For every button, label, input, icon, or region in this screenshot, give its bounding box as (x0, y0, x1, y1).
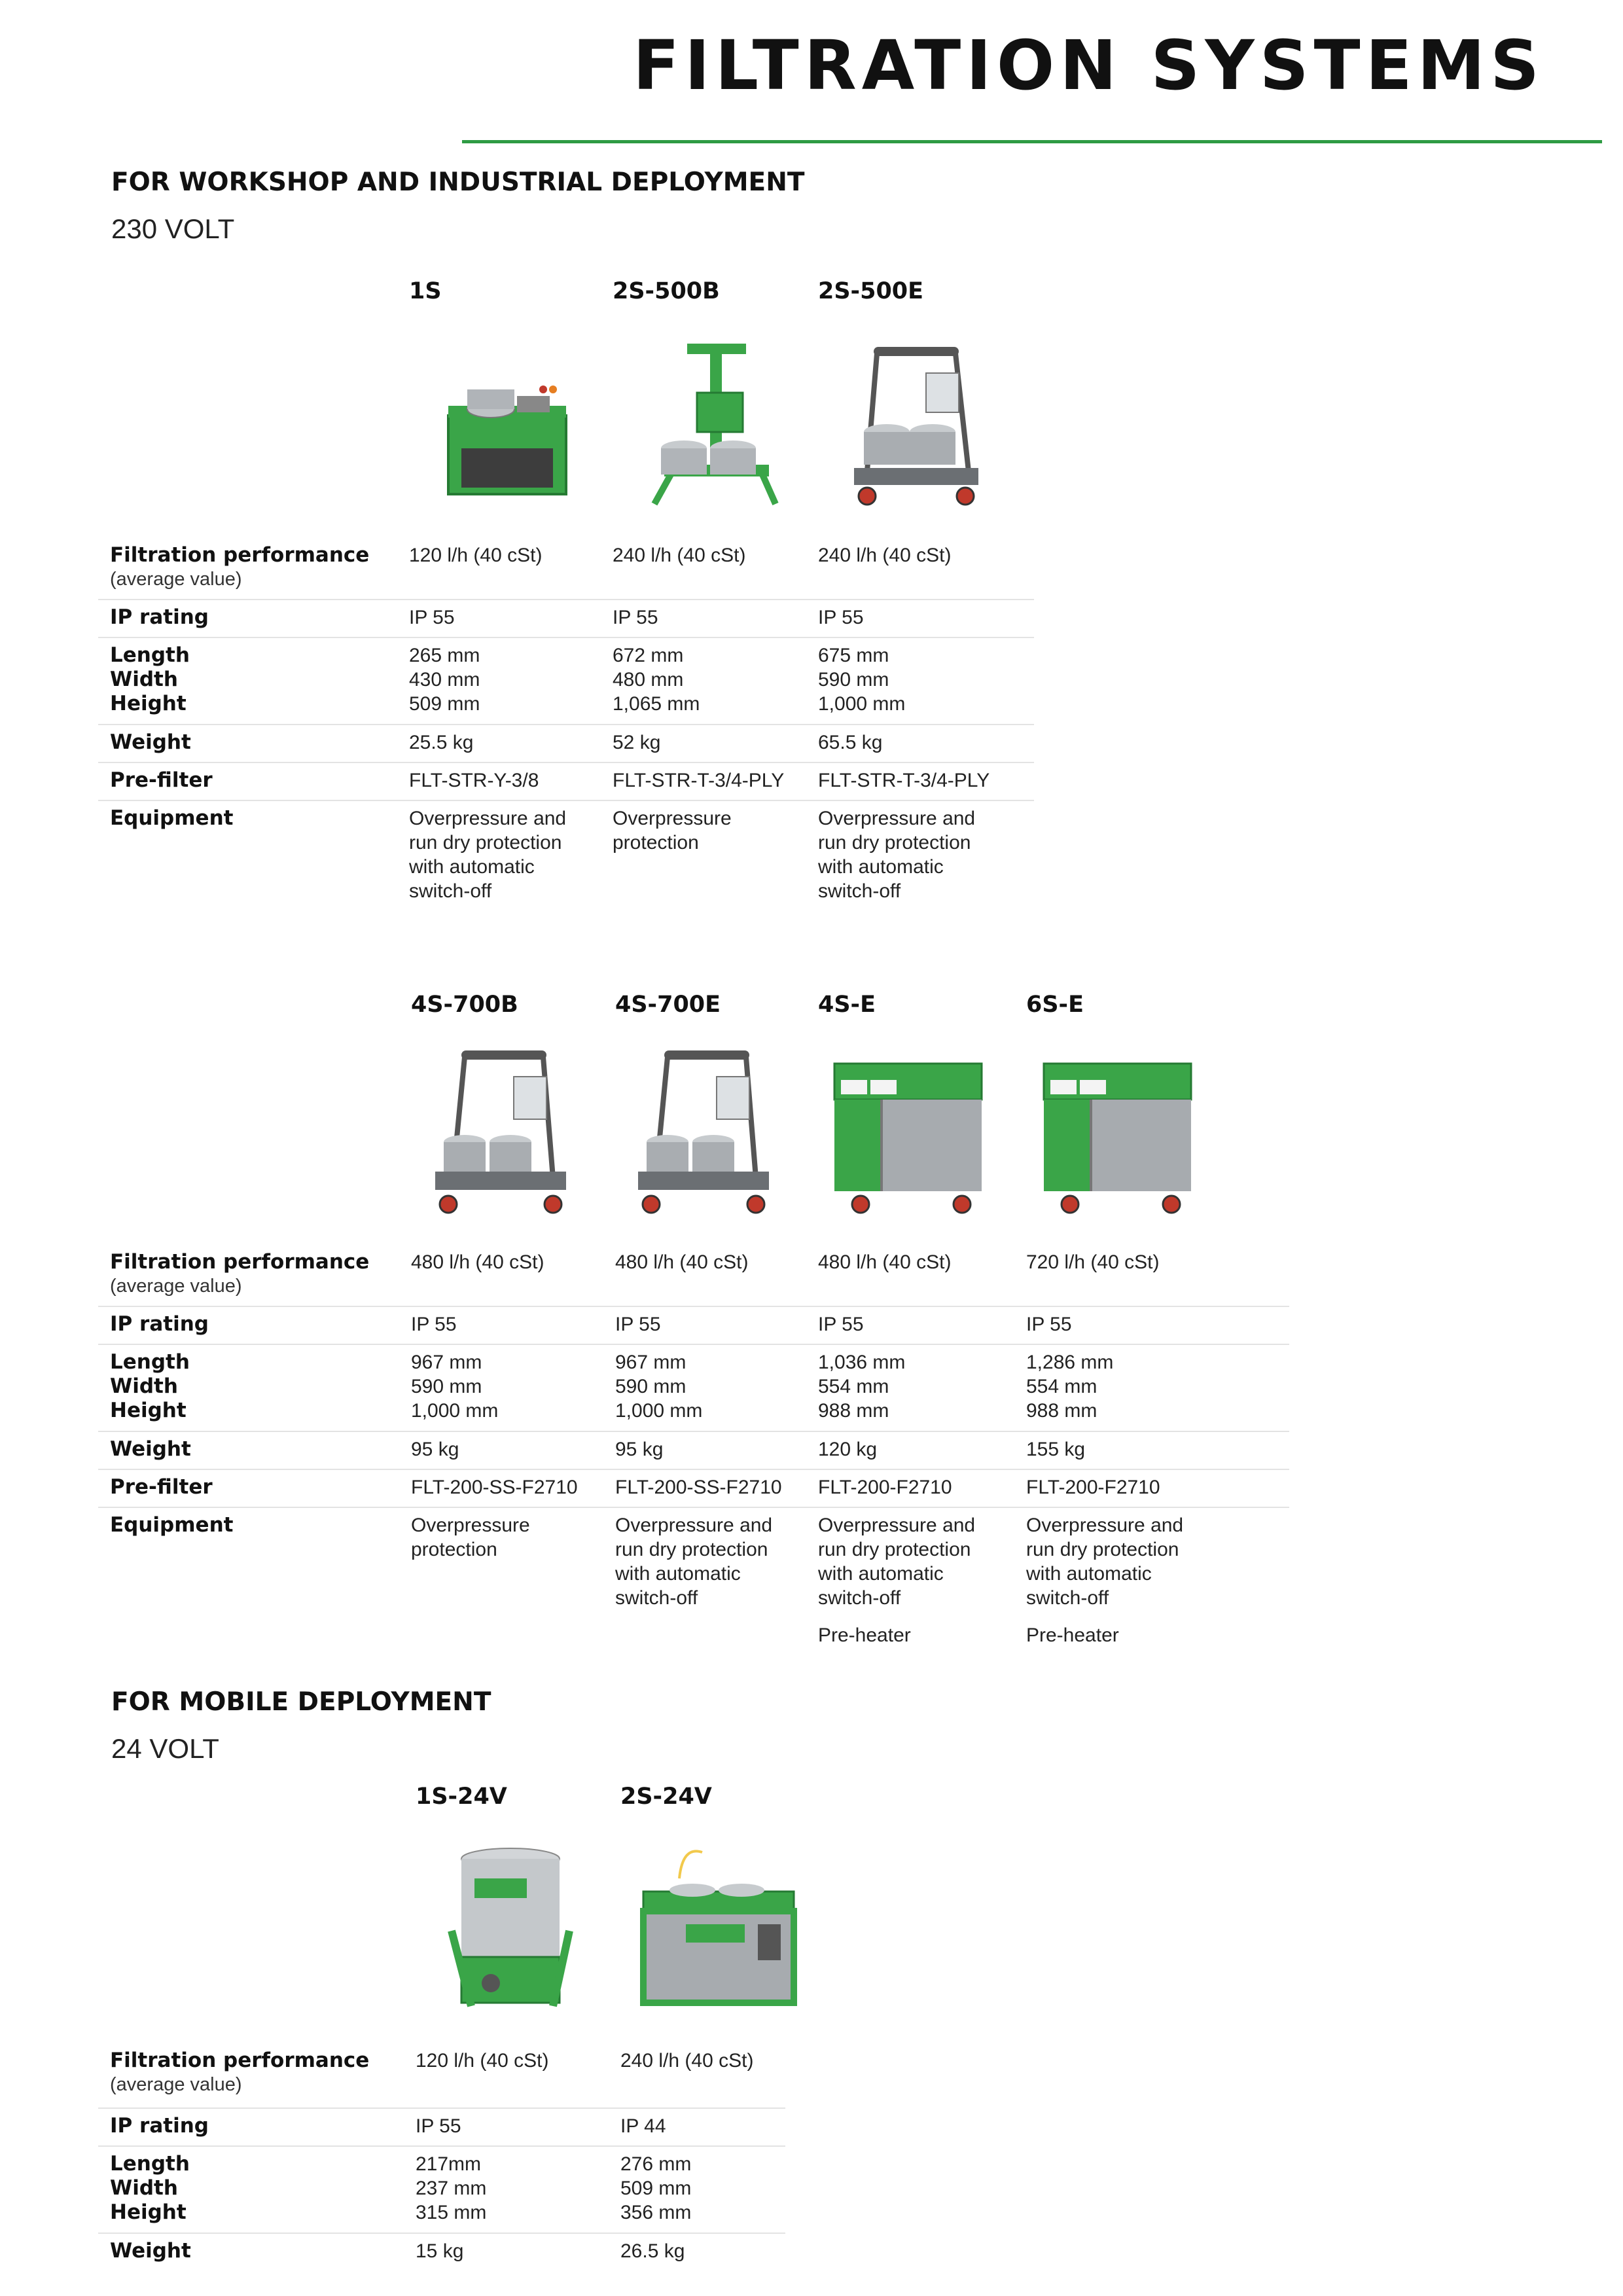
product-image-4s-e (821, 1037, 998, 1234)
cell-weight: 65.5 kg (818, 732, 883, 753)
page-title: FILTRATION SYSTEMS (632, 26, 1544, 105)
label-filtration: Filtration performance (average value) (110, 1250, 370, 1297)
cell-equipment: Overpressure and run dry protection with automatic switch-off (409, 808, 567, 902)
cell-prefilter: FLT-200-F2710 (1026, 1477, 1160, 1498)
product-image-1s-24v (425, 1833, 602, 2029)
cell-prefilter: FLT-STR-Y-3/8 (409, 770, 539, 791)
product-image-2s-24v (627, 1833, 804, 2029)
model-name: 2S-24V (620, 1784, 712, 1810)
row-weight (98, 724, 1034, 763)
section-mobile-voltage: 24 VOLT (111, 1733, 219, 1764)
cell-dimensions: 967 mm 590 mm 1,000 mm (411, 1352, 499, 1422)
cell-equipment: Overpressure protection (613, 808, 732, 853)
spec-table-230v-large (98, 988, 1289, 1676)
model-name: 2S-500B (613, 278, 720, 304)
cell-weight: 26.5 kg (620, 2240, 685, 2262)
label-dimensions: Length Width Height (110, 1350, 190, 1422)
row-dimensions (98, 1344, 1289, 1432)
row-dimensions (98, 637, 1034, 725)
cell-equipment: Overpressure and run dry protection with automatic switch-off (615, 1515, 773, 1609)
label-ip: IP rating (110, 2114, 209, 2138)
product-image-6s-e (1031, 1037, 1207, 1234)
cell-equipment-preheater: Pre-heater (1026, 1624, 1119, 1646)
label-weight: Weight (110, 1437, 191, 1461)
cell-equipment: Overpressure and run dry protection with automatic switch-off Pre-heater (818, 1515, 976, 1646)
cell-filtration: 480 l/h (40 cSt) (818, 1251, 952, 1273)
model-name: 1S (409, 278, 442, 304)
cell-dimensions: 265 mm 430 mm 509 mm (409, 645, 480, 715)
row-ip-rating (98, 2108, 785, 2147)
cell-prefilter: FLT-200-SS-F2710 (615, 1477, 782, 1498)
model-name: 4S-700E (615, 992, 721, 1018)
cell-ip: IP 55 (409, 607, 455, 628)
cell-prefilter: FLT-STR-T-3/4-PLY (818, 770, 990, 791)
cell-prefilter: FLT-200-SS-F2710 (411, 1477, 578, 1498)
row-filtration (98, 2042, 785, 2109)
section-mobile-title: FOR MOBILE DEPLOYMENT (111, 1687, 491, 1717)
cell-filtration: 480 l/h (40 cSt) (615, 1251, 749, 1273)
cell-filtration: 240 l/h (40 cSt) (620, 2050, 754, 2072)
cell-dimensions: 675 mm 590 mm 1,000 mm (818, 645, 906, 715)
cell-equipment-preheater: Pre-heater (818, 1624, 911, 1646)
cell-filtration: 240 l/h (40 cSt) (613, 545, 746, 566)
cell-filtration: 720 l/h (40 cSt) (1026, 1251, 1160, 1273)
row-equipment (98, 800, 1034, 911)
title-divider (462, 140, 1602, 143)
row-ip-rating (98, 599, 1034, 638)
cell-ip: IP 55 (411, 1314, 457, 1335)
cell-weight: 155 kg (1026, 1439, 1086, 1460)
cell-weight: 95 kg (615, 1439, 664, 1460)
cell-filtration: 120 l/h (40 cSt) (409, 545, 543, 566)
label-filtration-note: (average value) (110, 569, 242, 590)
label-prefilter: Pre-filter (110, 768, 213, 792)
product-image-4s-700b (412, 1037, 589, 1234)
cell-weight: 120 kg (818, 1439, 878, 1460)
row-prefilter (98, 762, 1034, 801)
spec-table-230v-small (98, 275, 1034, 929)
model-name: 4S-E (818, 992, 876, 1018)
cell-dimensions: 1,036 mm 554 mm 988 mm (818, 1352, 906, 1422)
cell-ip: IP 55 (818, 607, 864, 628)
row-filtration (98, 537, 1034, 600)
product-image-2s-500b (625, 327, 802, 524)
cell-ip: IP 55 (818, 1314, 864, 1335)
cell-weight: 15 kg (416, 2240, 464, 2262)
cell-ip: IP 55 (1026, 1314, 1072, 1335)
cell-prefilter: FLT-200-F2710 (818, 1477, 952, 1498)
section-workshop-voltage: 230 VOLT (111, 213, 235, 244)
row-weight (98, 2233, 785, 2270)
cell-ip: IP 55 (615, 1314, 661, 1335)
cell-weight: 95 kg (411, 1439, 459, 1460)
label-filtration: Filtration performance (average value) (110, 543, 370, 590)
cell-dimensions: 967 mm 590 mm 1,000 mm (615, 1352, 703, 1422)
cell-ip: IP 44 (620, 2115, 666, 2137)
row-equipment (98, 1507, 1289, 1657)
label-weight: Weight (110, 2239, 191, 2263)
row-ip-rating (98, 1306, 1289, 1345)
label-prefilter: Pre-filter (110, 1475, 213, 1499)
cell-weight: 52 kg (613, 732, 661, 753)
cell-equipment: Overpressure protection (411, 1515, 530, 1560)
section-workshop-title: FOR WORKSHOP AND INDUSTRIAL DEPLOYMENT (111, 168, 805, 197)
cell-equipment: Overpressure and run dry protection with automatic switch-off Pre-heater (1026, 1515, 1184, 1646)
label-equipment: Equipment (110, 806, 234, 830)
label-filtration: Filtration performance (average value) (110, 2049, 370, 2095)
cell-weight: 25.5 kg (409, 732, 474, 753)
product-image-1s (419, 327, 596, 524)
cell-prefilter: FLT-STR-T-3/4-PLY (613, 770, 785, 791)
cell-filtration: 120 l/h (40 cSt) (416, 2050, 549, 2072)
label-dimensions: Length Width Height (110, 2152, 190, 2224)
row-prefilter (98, 1469, 1289, 1508)
label-ip: IP rating (110, 605, 209, 629)
spec-table-24v (98, 1780, 785, 2278)
product-image-2s-500e (828, 327, 1005, 524)
label-filtration-note: (average value) (110, 2074, 242, 2095)
product-image-4s-700e (615, 1037, 792, 1234)
cell-dimensions: 276 mm 509 mm 356 mm (620, 2153, 692, 2223)
label-filtration-note: (average value) (110, 1276, 242, 1297)
cell-filtration: 240 l/h (40 cSt) (818, 545, 952, 566)
cell-ip: IP 55 (416, 2115, 461, 2137)
row-dimensions (98, 2145, 785, 2234)
cell-equipment: Overpressure and run dry protection with automatic switch-off (818, 808, 976, 902)
row-weight (98, 1431, 1289, 1470)
label-weight: Weight (110, 730, 191, 754)
cell-dimensions: 1,286 mm 554 mm 988 mm (1026, 1352, 1114, 1422)
cell-filtration: 480 l/h (40 cSt) (411, 1251, 544, 1273)
cell-dimensions: 217mm 237 mm 315 mm (416, 2153, 487, 2223)
model-name: 6S-E (1026, 992, 1084, 1018)
cell-dimensions: 672 mm 480 mm 1,065 mm (613, 645, 700, 715)
model-name: 2S-500E (818, 278, 924, 304)
label-dimensions: Length Width Height (110, 643, 190, 715)
label-equipment: Equipment (110, 1513, 234, 1537)
cell-ip: IP 55 (613, 607, 658, 628)
model-name: 1S-24V (416, 1784, 507, 1810)
row-filtration (98, 1244, 1289, 1307)
model-name: 4S-700B (411, 992, 518, 1018)
label-ip: IP rating (110, 1312, 209, 1336)
